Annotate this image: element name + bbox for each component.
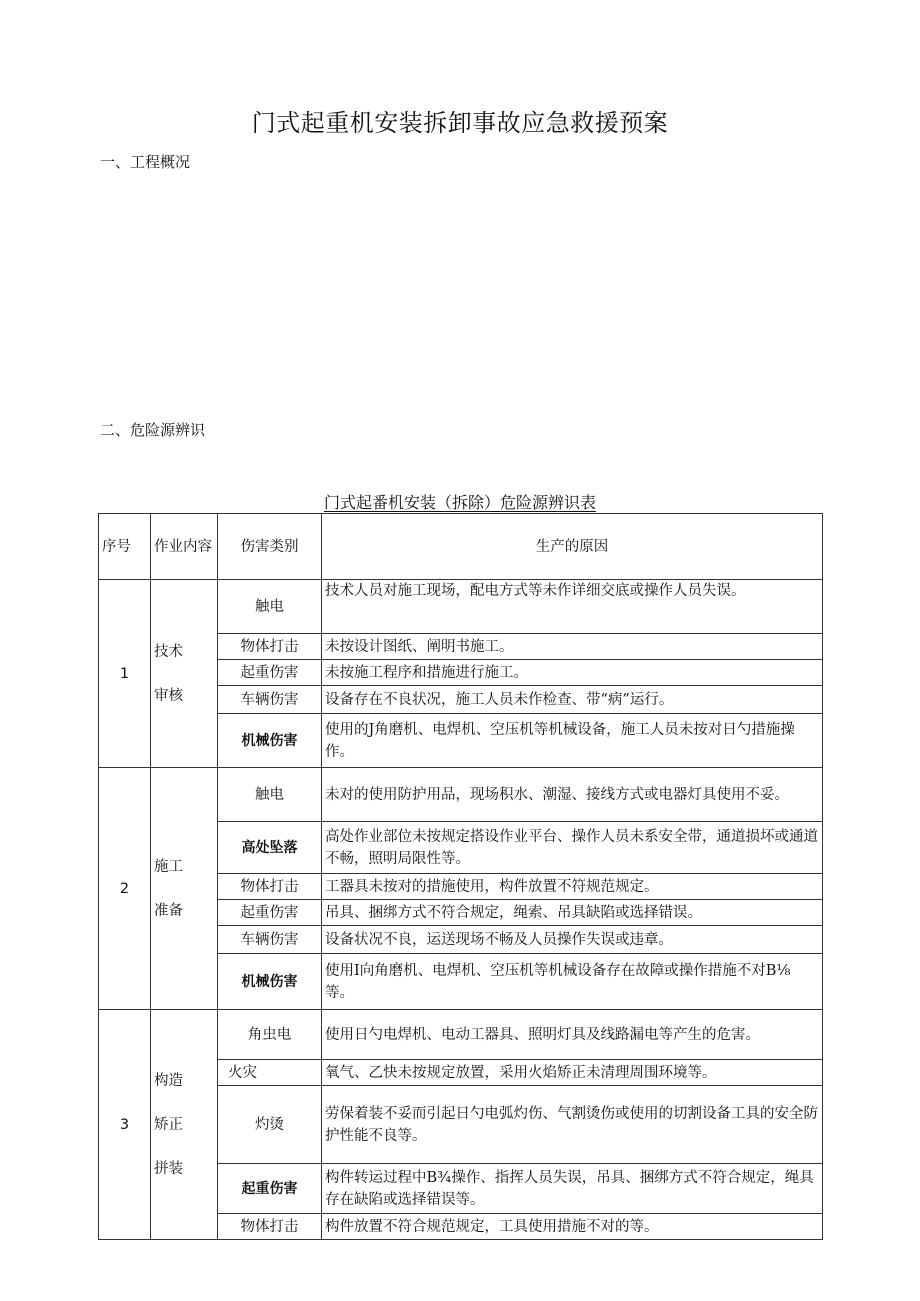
hazard-category: 角虫电 [218, 1010, 322, 1060]
work-content: 施工 准备 [151, 768, 218, 1010]
hazard-cause: 氧气、乙快未按规定放置，采用火焰矫正未清理周围环境等。 [322, 1060, 823, 1086]
document-title: 门式起重机安装拆卸事故应急救援预案 [251, 109, 669, 137]
row-no: 1 [99, 580, 151, 768]
section-heading-overview: 一、工程概况 [100, 153, 191, 171]
section-heading-hazards: 二、危险源辨识 [100, 421, 206, 439]
hazard-category: 机械伤害 [218, 714, 322, 768]
hazard-category: 高处坠落 [218, 822, 322, 874]
hazard-category: 物体打击 [218, 1214, 322, 1240]
hazard-cause: 技术人员对施工现场，配电方式等未作详细交底或操作人员失误。 [322, 580, 823, 634]
hazard-category: 触电 [218, 768, 322, 822]
header-cause: 生产的原因 [322, 514, 823, 580]
header-work: 作业内容 [151, 514, 218, 580]
hazard-cause: 构件转运过程中B¾操作、指挥人员失误，吊具、捆绑方式不符合规定，绳具存在缺陷或选择错误等。 [322, 1164, 823, 1214]
hazard-category: 车辆伤害 [218, 926, 322, 954]
hazard-category: 物体打击 [218, 634, 322, 660]
hazard-cause: 高处作业部位未按规定搭设作业平台、操作人员未系安全带，通道损坏或通道不畅，照明局限性等。 [322, 822, 823, 874]
row-no: 2 [99, 768, 151, 1010]
hazard-category: 车辆伤害 [218, 686, 322, 714]
hazard-cause: 使用日勺电焊机、电动工器具、照明灯具及线路漏电等产生的危害。 [322, 1010, 823, 1060]
hazard-table [98, 513, 823, 1240]
table-caption: 门式起番机安装（拆除）危险源辨识表 [323, 493, 596, 512]
table-header-row [99, 514, 823, 580]
hazard-category: 起重伤害 [218, 660, 322, 686]
work-content: 构造 矫正 拼装 [151, 1010, 218, 1240]
table-row [99, 768, 823, 822]
hazard-category: 起重伤害 [218, 900, 322, 926]
header-no: 序号 [99, 514, 151, 580]
hazard-category: 触电 [218, 580, 322, 634]
hazard-cause: 吊具、捆绑方式不符合规定，绳索、吊具缺陷或选择错误。 [322, 900, 823, 926]
hazard-cause: 使用I向角磨机、电焊机、空压机等机械设备存在故障或操作措施不对B⅛等。 [322, 954, 823, 1010]
work-content: 技术 审核 [151, 580, 218, 768]
header-category: 伤害类别 [218, 514, 322, 580]
hazard-category: 灼烫 [218, 1086, 322, 1164]
hazard-category: 物体打击 [218, 874, 322, 900]
hazard-category: 机械伤害 [218, 954, 322, 1010]
row-no: 3 [99, 1010, 151, 1240]
hazard-category: 起重伤害 [218, 1164, 322, 1214]
hazard-category: 火灾 [218, 1060, 322, 1086]
hazard-cause: 工器具未按对的措施使用，构件放置不符规范规定。 [322, 874, 823, 900]
hazard-cause: 构件放置不符合规范规定，工具使用措施不对的等。 [322, 1214, 823, 1240]
hazard-cause: 未对的使用防护用品，现场积水、潮湿、接线方式或电器灯具使用不妥。 [322, 768, 823, 822]
table-row [99, 580, 823, 634]
hazard-cause: 设备状况不良，运送现场不畅及人员操作失误或违章。 [322, 926, 823, 954]
hazard-cause: 未按设计图纸、阐明书施工。 [322, 634, 823, 660]
table-row [99, 1010, 823, 1060]
hazard-cause: 未按施工程序和措施进行施工。 [322, 660, 823, 686]
hazard-cause: 劳保着装不妥而引起日勺电弧灼伤、气割烫伤或使用的切割设备工具的安全防护性能不良等。 [322, 1086, 823, 1164]
hazard-cause: 设备存在不良状况，施工人员未作检查、带“病”运行。 [322, 686, 823, 714]
hazard-cause: 使用的J角磨机、电焊机、空压机等机械设备，施工人员未按对日勺措施操作。 [322, 714, 823, 768]
